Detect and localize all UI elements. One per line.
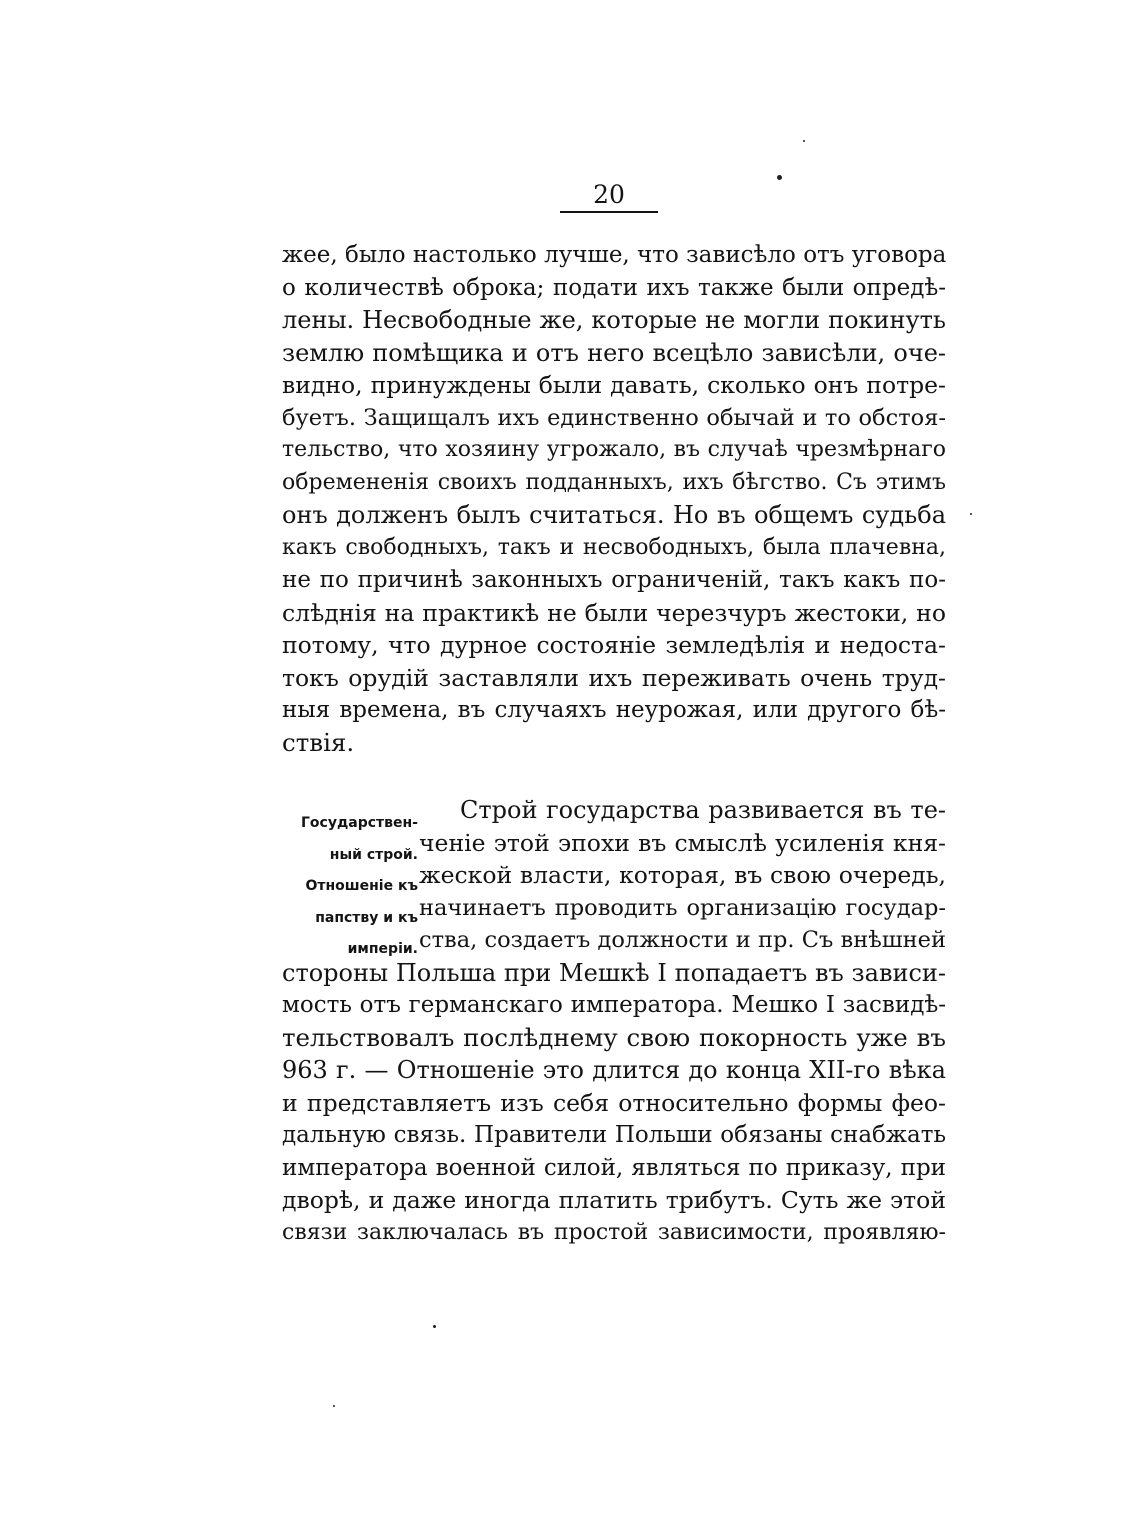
text-line: тельствовалъ послѣднему свою покорность уже въ [282, 1022, 946, 1052]
page-number: 20 [593, 180, 625, 209]
text-line: буетъ. Защищалъ ихъ единственно обычай и то обстоя- [282, 404, 946, 431]
text-line: жее, было настолько лучше, что зависѣло отъ уговора [282, 242, 947, 268]
text-line: мость отъ германскаго императора. Мешко I засвидѣ- [282, 992, 946, 1018]
margin-note-line: Государствен- [301, 815, 418, 831]
text-line: слѣднія на практикѣ не были черезчуръ жестоки, но [282, 598, 946, 627]
scan-speck [803, 140, 805, 142]
text-line: ства, создаетъ должности и пр. Съ внѣшней [419, 927, 946, 953]
scan-speck [970, 513, 972, 515]
text-line: не по причинѣ законныхъ ограниченій, такъ какъ по- [282, 567, 946, 593]
text-line: землю помѣщика и отъ него всецѣло зависѣли, оче- [282, 338, 946, 367]
margin-note-line: ный строй. [329, 846, 418, 863]
text-line: лены. Несвободные же, которые не могли покинуть [282, 306, 946, 334]
text-line: видно, принуждены были давать, сколько онъ потре- [282, 371, 946, 399]
paragraph-1 [282, 239, 946, 759]
text-line: онъ долженъ былъ считаться. Но въ общемъ судьба [282, 501, 946, 529]
text-line: токъ орудій заставляли ихъ переживать очень труд- [282, 663, 946, 692]
scan-speck [777, 175, 782, 180]
margin-note-line: имперіи. [347, 941, 418, 957]
text-line: стороны Польша при Мешкѣ I попадаетъ въ зависи- [282, 958, 946, 987]
margin-note-line: папству и къ [315, 909, 418, 926]
text-line: начинаетъ проводить организацію государ- [419, 894, 946, 921]
text-line: ченіе этой эпохи въ смыслѣ усиленія кня- [419, 828, 946, 857]
text-line: какъ свободныхъ, такъ и несвободныхъ, была плачевна, [282, 534, 946, 560]
text-line: жеской власти, которая, въ свою очередь, [419, 861, 946, 889]
text-line: обремененія своихъ подданныхъ, ихъ бѣгство. Съ этимъ [282, 469, 946, 495]
text-line: ныя времена, въ случаяхъ неурожая, или другого бѣ- [282, 697, 946, 723]
text-line: ствія. [282, 727, 355, 757]
page-number-rule [560, 211, 658, 213]
text-line: дворѣ, и даже иногда платить трибутъ. Суть же этой [282, 1186, 946, 1214]
scan-speck [333, 1405, 335, 1407]
text-line: тельство, что хозяину угрожало, въ случаѣ чрезмѣрнаго [282, 437, 946, 462]
text-line: дальную связь. Правители Польши обязаны снабжать [282, 1122, 946, 1148]
paragraph-2 [282, 794, 946, 1249]
text-line: потому, что дурное состояніе земледѣлія и недоста- [282, 631, 946, 659]
text-line: 963 г. — Отношеніе это длится до конца XII-го вѣка [282, 1056, 946, 1084]
text-line: императора военной силой, являться по приказу, при [282, 1154, 946, 1181]
scan-speck [433, 1325, 436, 1328]
text-line: связи заключалась въ простой зависимости, проявляю- [282, 1219, 946, 1245]
margin-note-line: Отношеніе къ [305, 878, 418, 894]
text-line: о количествѣ оброка; подати ихъ также были опредѣ- [282, 274, 946, 301]
text-line: и представляетъ изъ себя относительно формы фео- [282, 1088, 946, 1117]
text-line: Строй государства развивается въ те- [460, 796, 946, 824]
